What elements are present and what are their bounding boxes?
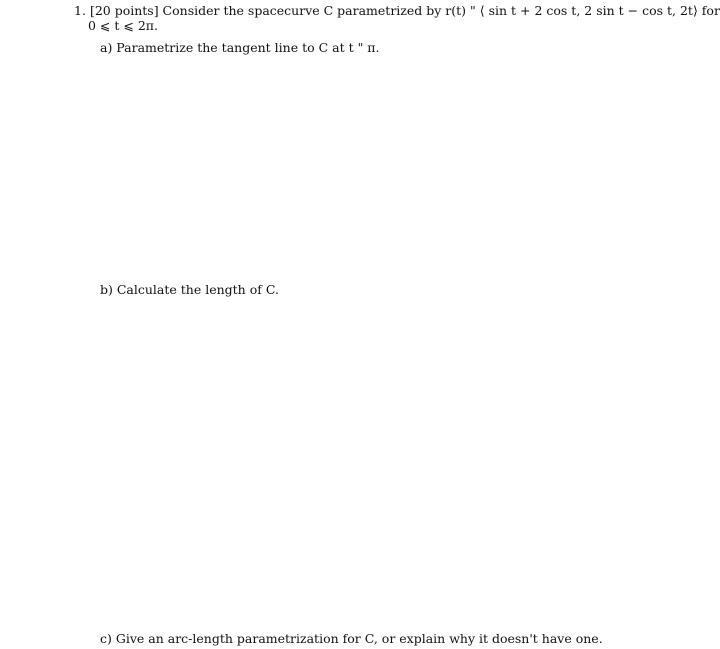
part-a-prompt: a) Parametrize the tangent line to C at t " π. [100,40,380,55]
part-c-prompt: c) Give an arc-length parametrization for C, or explain why it doesn't have one. [100,631,603,646]
question-number: 1. [74,3,86,18]
question-header [74,3,720,19]
question-statement-line-1: [20 points] Consider the spacecurve C parametrized by r(t) " ⟨ sin t + 2 cos t, 2 sin t − cos t, 2t⟩ for [89,3,720,18]
question-statement-line-2: 0 ⩽ t ⩽ 2π. [88,18,158,33]
part-b-prompt: b) Calculate the length of C. [100,282,279,297]
